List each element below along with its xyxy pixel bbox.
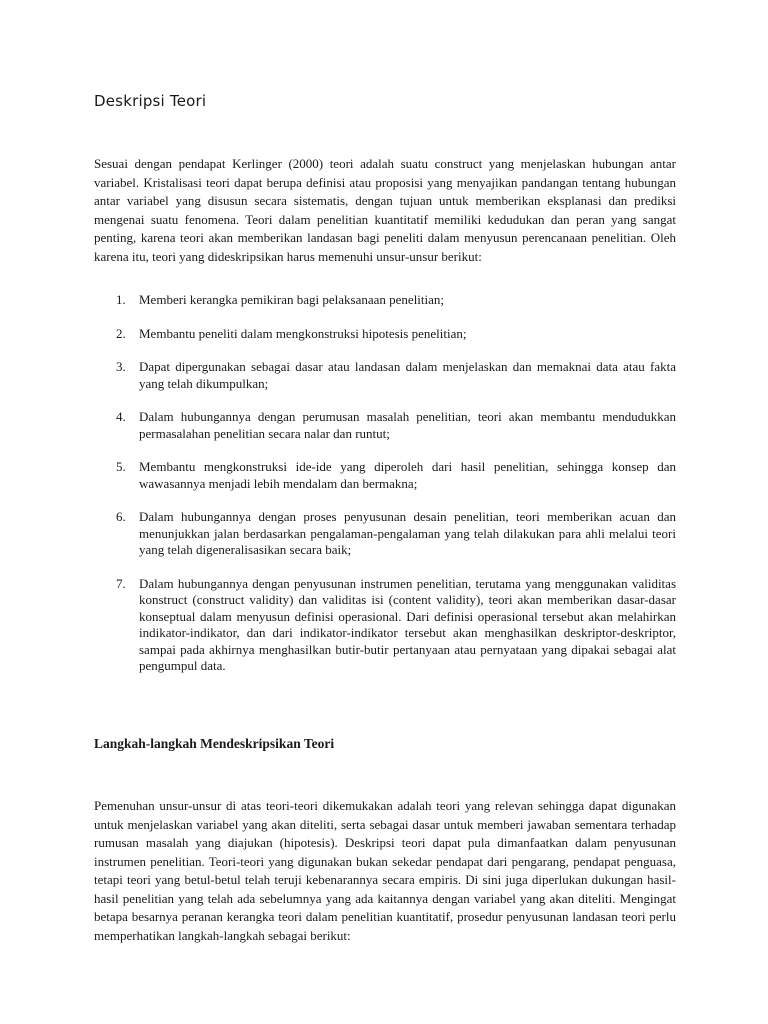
list-item (94, 326, 676, 343)
list-item-number: 4. (116, 409, 126, 424)
document-title: Deskripsi Teori (94, 92, 207, 110)
list-item-text: Dalam hubungannya dengan perumusan masalah penelitian, teori akan membantu mendudukkan permasalahan penelitian secara nalar dan runtut; (139, 409, 676, 441)
intro-paragraph: Sesuai dengan pendapat Kerlinger (2000) teori adalah suatu construct yang menjelaskan hubungan antar variabel. Kristalisasi teori dapat berupa definisi atau proposisi yang menyajikan pandangan tentang hubungan antar variabel yang disusun secara sistematis, dengan tujuan untuk memberikan eksplanasi dan prediksi mengenai suatu fenomena. Teori dalam penelitian kuantitatif memiliki kedudukan dan peran yang sangat penting, karena teori akan memberikan landasan bagi peneliti dalam menyusun perencanaan penelitian. Oleh karena itu, teori yang dideskripsikan harus memenuhi unsur-unsur berikut: (94, 156, 676, 264)
list-item-text: Dalam hubungannya dengan penyusunan instrumen penelitian, terutama yang menggunakan validitas konstruct (construct validity) dan validitas isi (content validity), teori akan memberikan dasar-dasar konseptual dalam menyusun definisi operasional. Dari definisi operasional tersebut akan melahirkan indikator-indikator, dan dari indikator-indikator tersebut akan menghasilkan deskriptor-deskriptor, sampai pada akhirnya menghasilkan butir-butir pertanyaan atau pernyataan yang dipakai sebagai alat pengumpul data. (139, 575, 676, 673)
second-paragraph: Pemenuhan unsur-unsur di atas teori-teori dikemukakan adalah teori yang relevan sehingga dapat digunakan untuk menjelaskan variabel yang akan diteliti, serta sebagai dasar untuk memberi jawaban sementara terhadap rumusan masalah yang diajukan (hipotesis). Deskripsi teori dapat pula dimanfaatkan dalam penyusunan instrumen penelitian. Teori-teori yang digunakan bukan sekedar pendapat dari pengarang, pendapat penguasa, tetapi teori yang betul-betul telah teruji kebenarannya secara empiris. Di sini juga diperlukan dukungan hasil-hasil penelitian yang telah ada sebelumnya yang ada kaitannya dengan variabel yang akan diteliti. Mengingat betapa besarnya peranan kerangka teori dalam penelitian kuantitatif, prosedur penyusunan landasan teori perlu memperhatikan langkah-langkah sebagai berikut: (94, 798, 676, 943)
list-item-number: 1. (116, 292, 126, 307)
list-item-number: 5. (116, 459, 126, 474)
list-item (94, 576, 676, 675)
list-item (94, 409, 676, 442)
list-item (94, 459, 676, 492)
list-item-text: Memberi kerangka pemikiran bagi pelaksanaan penelitian; (139, 292, 445, 307)
list-item (94, 359, 676, 392)
list-item-text: Dalam hubungannya dengan proses penyusunan desain penelitian, teori memberikan acuan dan menunjukkan jalan berdasarkan pengalaman-pengalaman yang telah dilakukan para ahli melalui teori yang telah digeneralisasikan secara baik; (139, 509, 676, 557)
list-item-number: 6. (116, 509, 126, 524)
list-item-text: Membantu peneliti dalam mengkonstruksi hipotesis penelitian; (139, 325, 467, 341)
list-item-text: Dapat dipergunakan sebagai dasar atau landasan dalam menjelaskan dan memaknai data atau fakta yang telah dikumpulkan; (139, 359, 676, 391)
list-item-number: 2. (116, 325, 126, 341)
list-item-number: 7. (116, 575, 126, 591)
list-item-text: Membantu mengkonstruksi ide-ide yang diperoleh dari hasil penelitian, sehingga konsep dan wawasannya menjadi lebih mendalam dan bermakna; (139, 459, 676, 491)
list-item-number: 3. (116, 359, 126, 374)
section-subheading: Langkah-langkah Mendeskripsikan Teori (94, 736, 335, 751)
list-item (94, 509, 676, 559)
requirements-list (94, 292, 676, 692)
list-item (94, 292, 676, 309)
